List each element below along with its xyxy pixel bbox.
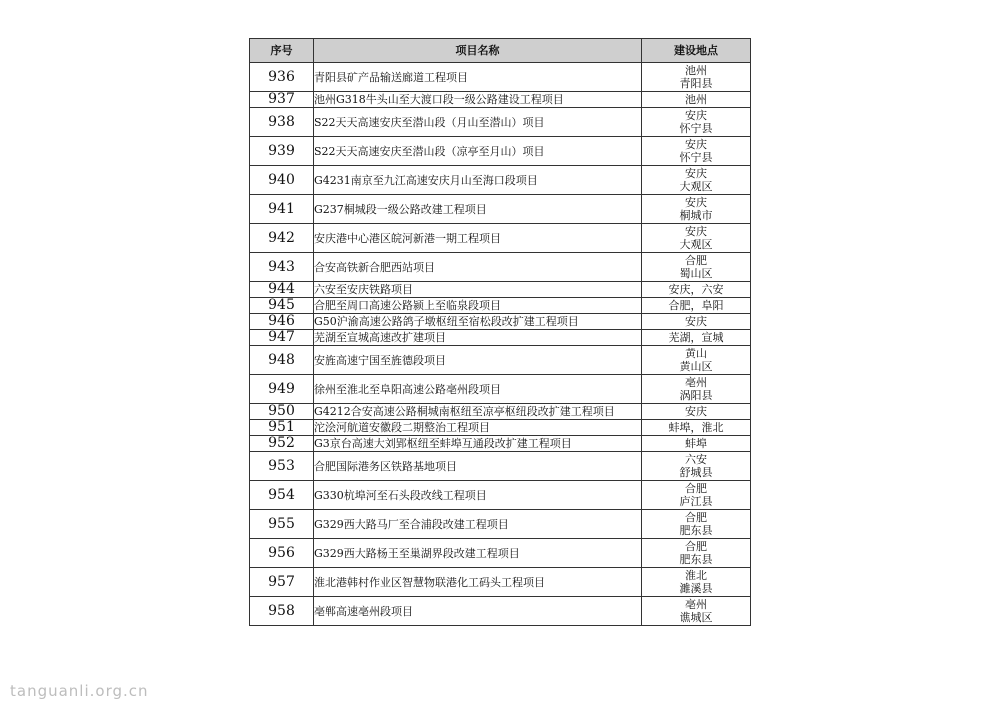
col-header-location: 建设地点	[642, 39, 751, 63]
table-row	[250, 314, 751, 330]
project-name: G330杭埠河至石头段改线工程项目	[314, 481, 642, 510]
project-name: 安旌高速宁国至旌德段项目	[314, 346, 642, 375]
project-name: 安庆港中心港区皖河新港一期工程项目	[314, 224, 642, 253]
location-line: 蚌埠	[685, 437, 707, 450]
project-name: G237桐城段一级公路改建工程项目	[314, 195, 642, 224]
table-row	[250, 253, 751, 282]
project-name: 合安高铁新合肥西站项目	[314, 253, 642, 282]
location-cell	[642, 597, 751, 626]
serial-number: 955	[250, 510, 314, 539]
location-cell	[642, 63, 751, 92]
table-row	[250, 375, 751, 404]
table-row	[250, 346, 751, 375]
location-cell	[642, 481, 751, 510]
location-line: 庐江县	[679, 495, 713, 508]
location-line: 合肥，阜阳	[668, 299, 724, 312]
location-cell	[642, 420, 751, 436]
location-line: 涡阳县	[679, 389, 713, 402]
serial-number: 950	[250, 404, 314, 420]
serial-number: 954	[250, 481, 314, 510]
project-name: 合肥至周口高速公路颍上至临泉段项目	[314, 298, 642, 314]
location-line: 亳州	[685, 376, 707, 389]
location-line: 安庆	[685, 167, 707, 180]
serial-number: 936	[250, 63, 314, 92]
col-header-project-name: 项目名称	[314, 39, 642, 63]
project-name: 芜湖至宣城高速改扩建项目	[314, 330, 642, 346]
serial-number: 945	[250, 298, 314, 314]
location-line: 亳州	[685, 598, 707, 611]
location-line: 池州	[685, 93, 707, 106]
serial-number: 957	[250, 568, 314, 597]
table-row	[250, 224, 751, 253]
location-cell	[642, 195, 751, 224]
location-cell	[642, 253, 751, 282]
table-row	[250, 63, 751, 92]
serial-number: 946	[250, 314, 314, 330]
serial-number: 938	[250, 108, 314, 137]
serial-number: 937	[250, 92, 314, 108]
table-row	[250, 108, 751, 137]
location-cell	[642, 137, 751, 166]
location-cell	[642, 539, 751, 568]
location-line: 合肥	[685, 482, 707, 495]
location-line: 安庆	[685, 138, 707, 151]
project-name: G329西大路杨王至巢湖界段改建工程项目	[314, 539, 642, 568]
location-line: 六安	[685, 453, 707, 466]
location-line: 舒城县	[679, 466, 713, 479]
location-cell	[642, 298, 751, 314]
location-cell	[642, 166, 751, 195]
location-cell	[642, 452, 751, 481]
col-header-serial: 序号	[250, 39, 314, 63]
serial-number: 944	[250, 282, 314, 298]
serial-number: 953	[250, 452, 314, 481]
project-name: S22天天高速安庆至潜山段（凉亭至月山）项目	[314, 137, 642, 166]
project-name: G4212合安高速公路桐城南枢纽至凉亭枢纽段改扩建工程项目	[314, 404, 642, 420]
location-line: 蚌埠，淮北	[668, 421, 724, 434]
location-line: 安庆，六安	[668, 283, 724, 296]
project-name: 沱浍河航道安徽段二期整治工程项目	[314, 420, 642, 436]
table-row	[250, 510, 751, 539]
location-line: 桐城市	[679, 209, 713, 222]
serial-number: 952	[250, 436, 314, 452]
location-line: 安庆	[685, 196, 707, 209]
watermark-text: tanguanli.org.cn	[10, 682, 149, 700]
project-name: 徐州至淮北至阜阳高速公路亳州段项目	[314, 375, 642, 404]
project-name: 池州G318牛头山至大渡口段一级公路建设工程项目	[314, 92, 642, 108]
table-row	[250, 420, 751, 436]
project-name: 六安至安庆铁路项目	[314, 282, 642, 298]
serial-number: 956	[250, 539, 314, 568]
table-row	[250, 330, 751, 346]
location-line: 合肥	[685, 254, 707, 267]
project-name: G3京台高速大刘郢枢纽至蚌埠互通段改扩建工程项目	[314, 436, 642, 452]
location-cell	[642, 92, 751, 108]
serial-number: 942	[250, 224, 314, 253]
location-line: 合肥	[685, 511, 707, 524]
location-line: 怀宁县	[679, 151, 713, 164]
location-cell	[642, 346, 751, 375]
serial-number: 949	[250, 375, 314, 404]
location-line: 濉溪县	[679, 582, 713, 595]
table-row	[250, 404, 751, 420]
project-name: 合肥国际港务区铁路基地项目	[314, 452, 642, 481]
table-row	[250, 539, 751, 568]
location-cell	[642, 510, 751, 539]
location-line: 黄山	[685, 347, 707, 360]
table-row	[250, 597, 751, 626]
table-header-row	[250, 39, 751, 63]
location-cell	[642, 108, 751, 137]
location-line: 芜湖，宣城	[668, 331, 724, 344]
serial-number: 940	[250, 166, 314, 195]
table-row	[250, 195, 751, 224]
location-line: 谯城区	[679, 611, 713, 624]
project-name: 青阳县矿产品输送廊道工程项目	[314, 63, 642, 92]
table-row	[250, 92, 751, 108]
table-row	[250, 452, 751, 481]
location-cell	[642, 330, 751, 346]
table-body	[250, 63, 751, 626]
serial-number: 943	[250, 253, 314, 282]
serial-number: 939	[250, 137, 314, 166]
project-name: G50沪渝高速公路鸽子墩枢纽至宿松段改扩建工程项目	[314, 314, 642, 330]
location-line: 大观区	[679, 180, 713, 193]
table-row	[250, 137, 751, 166]
location-cell	[642, 282, 751, 298]
location-line: 安庆	[685, 225, 707, 238]
location-line: 肥东县	[679, 553, 713, 566]
project-name: S22天天高速安庆至潜山段（月山至潜山）项目	[314, 108, 642, 137]
location-line: 黄山区	[679, 360, 713, 373]
table-row	[250, 282, 751, 298]
project-name: G329西大路马厂至合浦段改建工程项目	[314, 510, 642, 539]
location-cell	[642, 404, 751, 420]
serial-number: 958	[250, 597, 314, 626]
serial-number: 947	[250, 330, 314, 346]
location-line: 安庆	[685, 109, 707, 122]
table-row	[250, 436, 751, 452]
project-name: 亳郸高速亳州段项目	[314, 597, 642, 626]
location-line: 蜀山区	[679, 267, 713, 280]
location-line: 安庆	[685, 405, 707, 418]
project-name: 淮北港韩村作业区智慧物联港化工码头工程项目	[314, 568, 642, 597]
table-row	[250, 298, 751, 314]
location-cell	[642, 568, 751, 597]
location-line: 安庆	[685, 315, 707, 328]
location-line: 淮北	[685, 569, 707, 582]
location-cell	[642, 436, 751, 452]
project-table	[249, 38, 751, 626]
table-row	[250, 568, 751, 597]
serial-number: 941	[250, 195, 314, 224]
table-row	[250, 166, 751, 195]
project-name: G4231南京至九江高速安庆月山至海口段项目	[314, 166, 642, 195]
location-cell	[642, 314, 751, 330]
serial-number: 951	[250, 420, 314, 436]
serial-number: 948	[250, 346, 314, 375]
location-cell	[642, 375, 751, 404]
location-line: 合肥	[685, 540, 707, 553]
location-line: 大观区	[679, 238, 713, 251]
location-line: 怀宁县	[679, 122, 713, 135]
location-line: 肥东县	[679, 524, 713, 537]
location-line: 池州	[685, 64, 707, 77]
location-line: 青阳县	[679, 77, 713, 90]
table-row	[250, 481, 751, 510]
location-cell	[642, 224, 751, 253]
